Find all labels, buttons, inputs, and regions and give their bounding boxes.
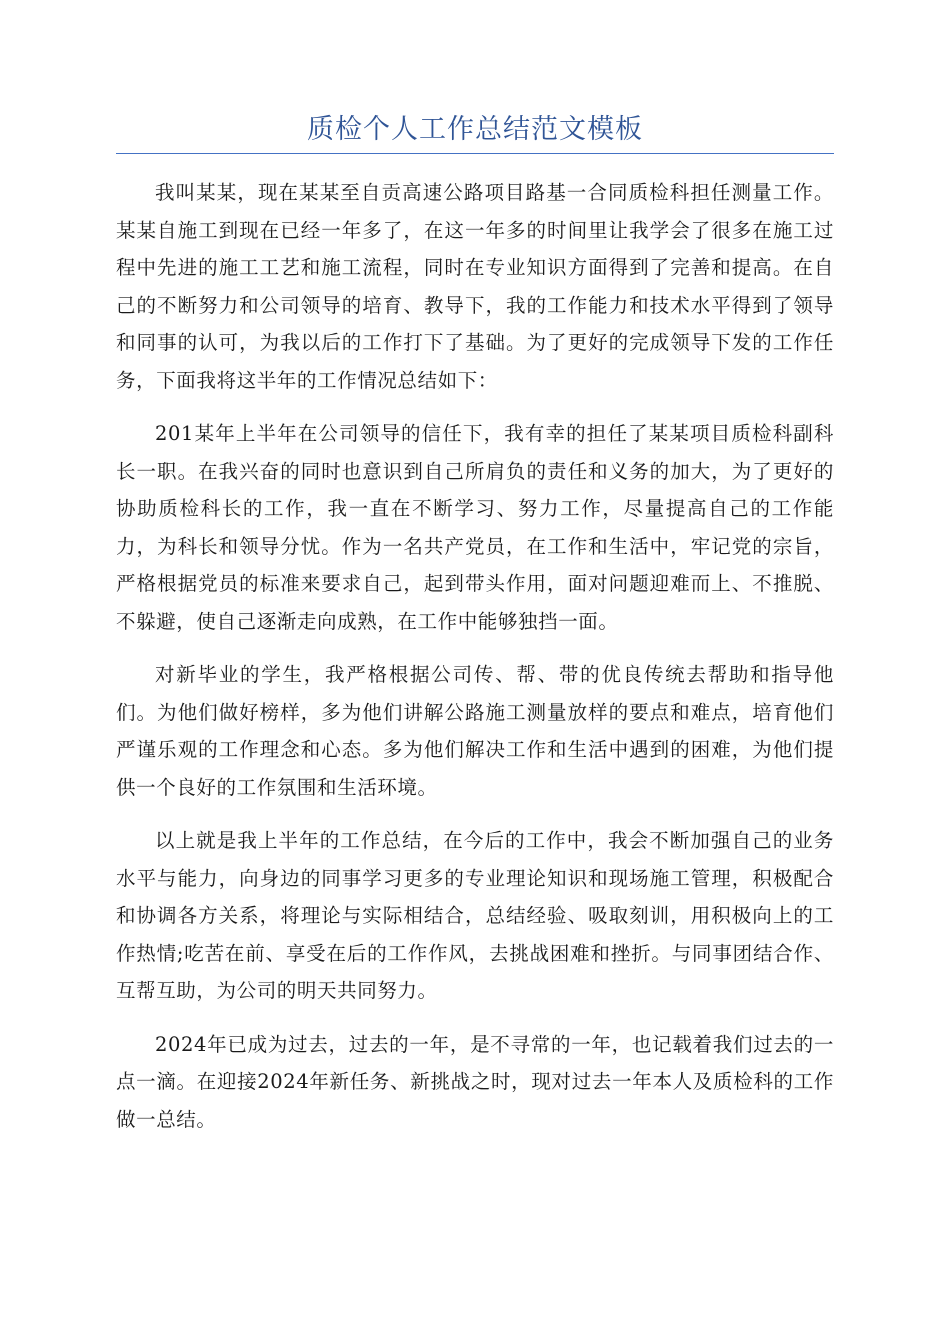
document-body xyxy=(116,174,834,1154)
paragraph-intro: 我叫某某，现在某某至自贡高速公路项目路基一合同质检科担任测量工作。某某自施工到现在已经一年多了，在这一年多的时间里让我学会了很多在施工过程中先进的施工工艺和施工流程，同时在专业知识方面得到了完善和提高。在自己的不断努力和公司领导的培育、教导下，我的工作能力和技术水平得到了领导和同事的认可，为我以后的工作打下了基础。为了更好的完成领导下发的工作任务，下面我将这半年的工作情况总结如下： xyxy=(116,181,834,392)
document-title: 质检个人工作总结范文模板 xyxy=(307,114,643,145)
title-underline xyxy=(116,153,834,154)
paragraph-year-review: 2024年已成为过去，过去的一年，是不寻常的一年，也记载着我们过去的一点一滴。在迎接2024年新任务、新挑战之时，现对过去一年本人及质检科的工作做一总结。 xyxy=(116,1032,834,1131)
paragraph-mentoring: 对新毕业的学生，我严格根据公司传、帮、带的优良传统去帮助和指导他们。为他们做好榜样，多为他们讲解公路施工测量放样的要点和难点，培育他们严谨乐观的工作理念和心态。多为他们解决工作和生活中遇到的困难，为他们提供一个良好的工作氛围和生活环境。 xyxy=(116,663,834,799)
paragraph-appointment: 201某年上半年在公司领导的信任下，我有幸的担任了某某项目质检科副科长一职。在我兴奋的同时也意识到自己所肩负的责任和义务的加大，为了更好的协助质检科长的工作，我一直在不断学习、努力工作，尽量提高自己的工作能力，为科长和领导分忧。作为一名共产党员，在工作和生活中，牢记党的宗旨，严格根据党员的标准来要求自己，起到带头作用，面对问题迎难而上、不推脱、不躲避，使自己逐渐走向成熟，在工作中能够独挡一面。 xyxy=(116,422,834,633)
paragraph-conclusion: 以上就是我上半年的工作总结，在今后的工作中，我会不断加强自己的业务水平与能力，向身边的同事学习更多的专业理论知识和现场施工管理，积极配合和协调各方关系，将理论与实际相结合，总结经验、吸取刻训，用积极向上的工作热情;吃苦在前、享受在后的工作作风，去挑战困难和挫折。与同事团结合作、互帮互助，为公司的明天共同努力。 xyxy=(116,829,834,1002)
